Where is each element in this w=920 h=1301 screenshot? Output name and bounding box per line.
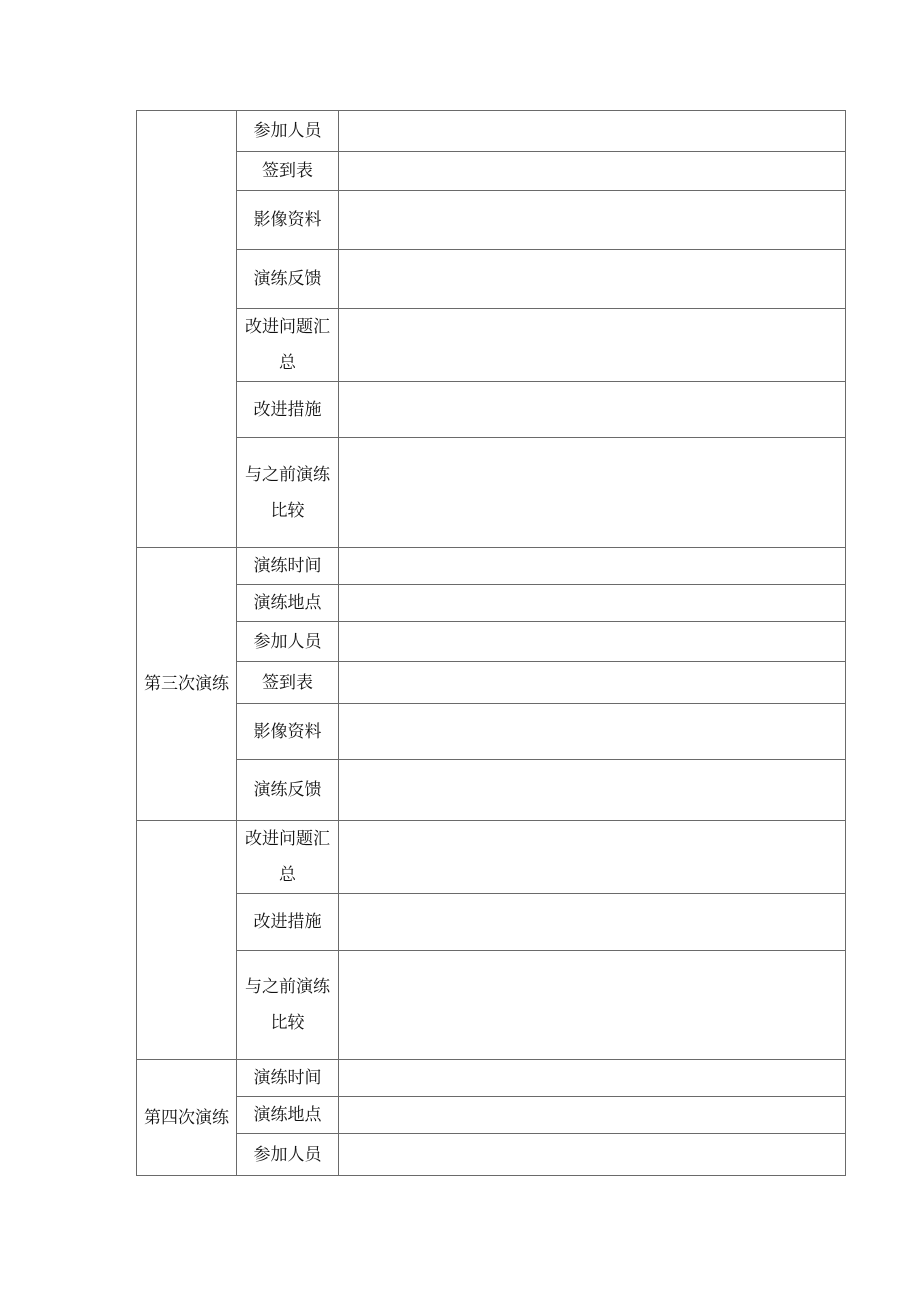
row-value[interactable] [339,250,846,309]
row-label: 签到表 [237,662,339,704]
row-value[interactable] [339,585,846,622]
row-label: 演练地点 [237,585,339,622]
row-label: 演练地点 [237,1097,339,1134]
table-row [137,1134,846,1176]
table-row [137,111,846,152]
table-row [137,191,846,250]
group-title-cell: 第四次演练 [137,1060,237,1176]
table-row [137,704,846,760]
table-row [137,821,846,894]
row-label: 影像资料 [237,704,339,760]
row-value[interactable] [339,548,846,585]
table-row [137,622,846,662]
table-row [137,662,846,704]
row-label: 演练时间 [237,548,339,585]
row-value[interactable] [339,821,846,894]
table-row [137,548,846,585]
row-value[interactable] [339,662,846,704]
row-value[interactable] [339,111,846,152]
table-row [137,951,846,1060]
table-row [137,1060,846,1097]
row-label: 参加人员 [237,622,339,662]
table-row [137,309,846,382]
row-label: 改进问题汇总 [237,821,339,894]
row-label: 签到表 [237,152,339,191]
table-row [137,760,846,821]
row-label: 与之前演练比较 [237,438,339,548]
row-value[interactable] [339,760,846,821]
row-label: 演练时间 [237,1060,339,1097]
row-value[interactable] [339,622,846,662]
row-value[interactable] [339,152,846,191]
row-label: 改进问题汇总 [237,309,339,382]
row-label: 演练反馈 [237,760,339,821]
row-label: 改进措施 [237,894,339,951]
row-value[interactable] [339,894,846,951]
row-value[interactable] [339,191,846,250]
row-value[interactable] [339,704,846,760]
table-row [137,894,846,951]
table-row [137,585,846,622]
row-label: 与之前演练比较 [237,951,339,1060]
table-row [137,438,846,548]
row-value[interactable] [339,951,846,1060]
group-title-cell [137,111,237,548]
row-value[interactable] [339,309,846,382]
row-label: 参加人员 [237,111,339,152]
group-title-cell [137,821,237,1060]
group-title-cell: 第三次演练 [137,548,237,821]
table-row [137,1097,846,1134]
drill-record-table [136,110,846,1176]
table-row [137,382,846,438]
table-row [137,152,846,191]
row-label: 演练反馈 [237,250,339,309]
row-label: 影像资料 [237,191,339,250]
row-value[interactable] [339,1134,846,1176]
row-value[interactable] [339,1060,846,1097]
row-value[interactable] [339,382,846,438]
row-value[interactable] [339,438,846,548]
row-value[interactable] [339,1097,846,1134]
row-label: 参加人员 [237,1134,339,1176]
table-row [137,250,846,309]
row-label: 改进措施 [237,382,339,438]
